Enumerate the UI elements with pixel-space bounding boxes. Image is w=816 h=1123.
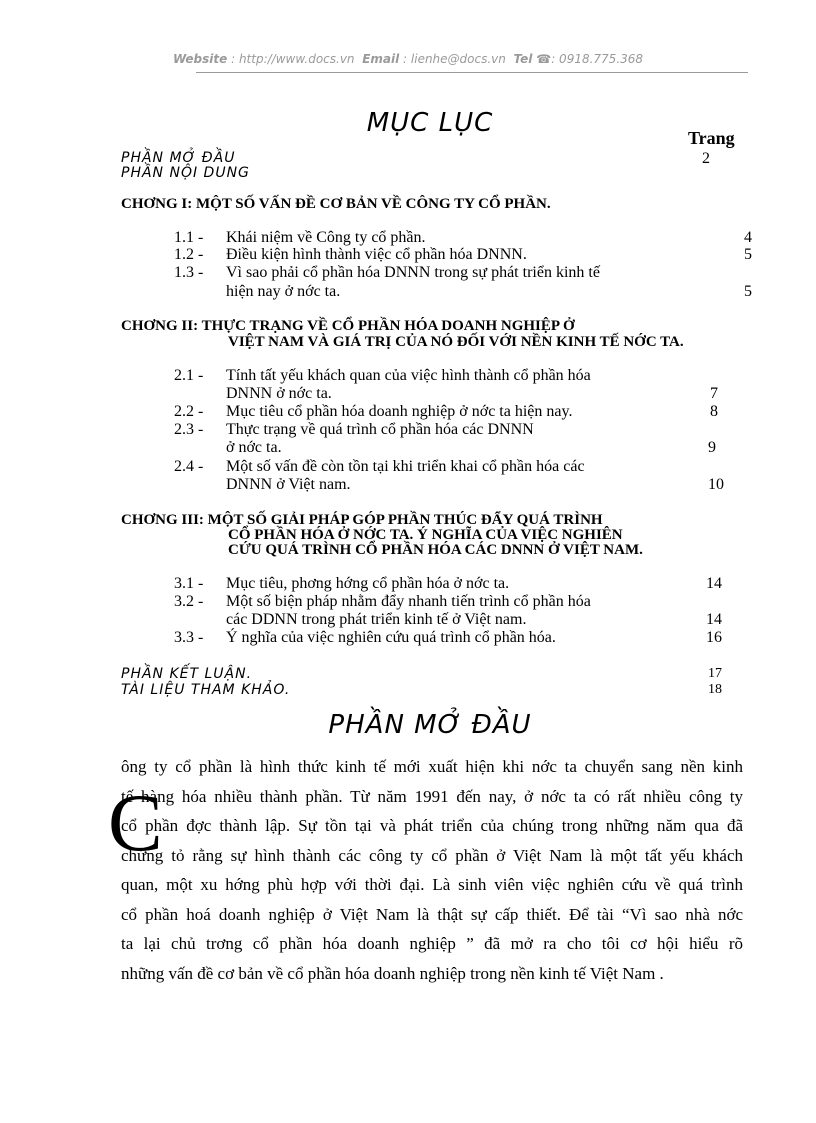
paragraph-line: quan, một xu hớng phù hợp với thời đại. Là sinh viên việc nghiên cứu về quá trình (121, 875, 743, 894)
paragraph-line: cổ phần đợc thành lập. Sự tồn tại và phát triển của chúng trong những năm qua đã (121, 816, 743, 835)
item-num: 1.2 - (174, 246, 204, 263)
website-value: : http://www.docs.vn (231, 52, 355, 66)
item-num: 3.1 - (174, 575, 204, 592)
toc-title: MỤC LỤC (366, 108, 494, 138)
item-text: Vì sao phải cổ phần hóa DNNN trong sự phát triển kinh tế (226, 264, 600, 281)
intro-heading: PHẦN MỞ ĐẦU (328, 710, 532, 740)
item-page: 14 (706, 575, 722, 592)
item-text-cont: DNNN ở Việt nam. (226, 476, 351, 493)
toc-back-2: TÀI LIỆU THAM KHẢO. (121, 682, 291, 698)
item-page: 8 (710, 403, 718, 420)
item-num: 2.2 - (174, 403, 204, 420)
item-text-cont: DNNN ở nớc ta. (226, 385, 332, 402)
website-label: Website (172, 52, 228, 66)
toc-front-1-page: 2 (702, 150, 710, 167)
toc-front-2: PHẦN NỘI DUNG (121, 165, 250, 181)
item-page: 5 (744, 283, 752, 300)
item-text: Ý nghĩa của việc nghiên cứu quá trình cổ phần hóa. (226, 629, 556, 646)
item-text: Khái niệm về Công ty cổ phần. (226, 229, 426, 246)
toc-back-1-page: 17 (708, 666, 722, 681)
phone-icon: ☎ (536, 52, 552, 66)
paragraph-line: ông ty cổ phần là hình thức kinh tế mới xuất hiện khi nớc ta chuyển sang nền kinh (121, 757, 743, 776)
item-text-cont: ở nớc ta. (226, 439, 282, 456)
item-text-cont: các DDNN trong phát triển kinh tế ở Việt nam. (226, 611, 527, 628)
chapter-1-heading: CHƠNG I: MỘT SỐ VẤN ĐỀ CƠ BẢN VỀ CÔNG TY CỔ PHẦN. (121, 196, 551, 212)
paragraph-line: cổ phần hoá doanh nghiệp ở Việt Nam là thật sự cấp thiết. Để tài “Vì sao nhà nớc (121, 904, 743, 924)
item-text: Mục tiêu cổ phần hóa doanh nghiệp ở nớc ta hiện nay. (226, 403, 573, 420)
item-num: 1.3 - (174, 264, 204, 281)
item-page: 14 (706, 611, 722, 628)
chapter-3-heading-cont: CỔ PHẦN HÓA Ở NỚC TA. Ý NGHĨA CỦA VIỆC NGHIÊN (228, 527, 623, 543)
toc-back-1: PHẦN KẾT LUẬN. (121, 666, 253, 682)
item-text: Mục tiêu, phơng hớng cổ phần hóa ở nớc ta. (226, 575, 510, 592)
chapter-3-heading: CHƠNG III: MỘT SỐ GIẢI PHÁP GÓP PHẦN THÚC ĐẨY QUÁ TRÌNH (121, 512, 603, 528)
item-num: 2.1 - (174, 367, 204, 384)
paragraph-line: tế hàng hóa nhiều thành phần. Từ năm 1991 đến nay, ở nớc ta có rất nhiều công ty (121, 786, 743, 806)
item-text: Một số biện pháp nhằm đẩy nhanh tiến trình cổ phần hóa (226, 593, 591, 610)
intro-paragraph (121, 752, 743, 988)
item-page: 10 (708, 476, 724, 493)
email-value: : lienhe@docs.vn (403, 52, 506, 66)
item-text: Thực trạng về quá trình cổ phần hóa các DNNN (226, 421, 534, 438)
item-page: 7 (710, 385, 718, 402)
item-num: 1.1 - (174, 229, 204, 246)
paragraph-line: chứng tỏ rằng sự hình thành các công ty cổ phần ở Việt Nam là một tất yếu khách (121, 845, 743, 865)
item-text: Tính tất yếu khách quan của việc hình thành cổ phần hóa (226, 367, 591, 384)
page-column-label: Trang (688, 128, 735, 148)
item-num: 2.4 - (174, 458, 204, 475)
email-label: Email (362, 52, 400, 66)
paragraph-line: ta lại chủ trơng cổ phần hóa doanh nghiệp ” đã mở ra cho tôi cơ hội hiểu rõ (121, 934, 743, 953)
item-page: 4 (744, 229, 752, 246)
page-header (0, 52, 816, 66)
item-text-cont: hiện nay ở nớc ta. (226, 283, 341, 300)
item-page: 9 (708, 439, 716, 456)
drop-cap: C (108, 777, 163, 868)
toc-front-1: PHẦN MỞ ĐẦU (121, 150, 236, 166)
item-num: 3.2 - (174, 593, 204, 610)
header-divider (196, 72, 748, 73)
chapter-3-heading-cont2: CỨU QUÁ TRÌNH CỔ PHẦN HÓA CÁC DNNN Ở VIỆT NAM. (228, 542, 643, 558)
item-num: 2.3 - (174, 421, 204, 438)
item-text: Một số vấn đề còn tồn tại khi triển khai cổ phần hóa các (226, 458, 585, 475)
paragraph-line: những vấn đề cơ bản về cổ phần hóa doanh nghiệp trong nền kinh tế Việt Nam . (121, 963, 664, 983)
toc-back-2-page: 18 (708, 682, 722, 697)
item-num: 3.3 - (174, 629, 204, 646)
item-page: 16 (706, 629, 722, 646)
tel-label: Tel (513, 52, 533, 66)
chapter-2-heading: CHƠNG II: THỰC TRẠNG VỀ CỔ PHẦN HÓA DOANH NGHIỆP Ở (121, 318, 575, 334)
chapter-2-heading-cont: VIỆT NAM VÀ GIÁ TRỊ CỦA NÓ ĐỐI VỚI NỀN KINH TẾ NỚC TA. (228, 334, 684, 350)
item-page: 5 (744, 246, 752, 263)
tel-value: : 0918.775.368 (551, 52, 644, 66)
item-text: Điều kiện hình thành việc cổ phần hóa DNNN. (226, 246, 527, 263)
